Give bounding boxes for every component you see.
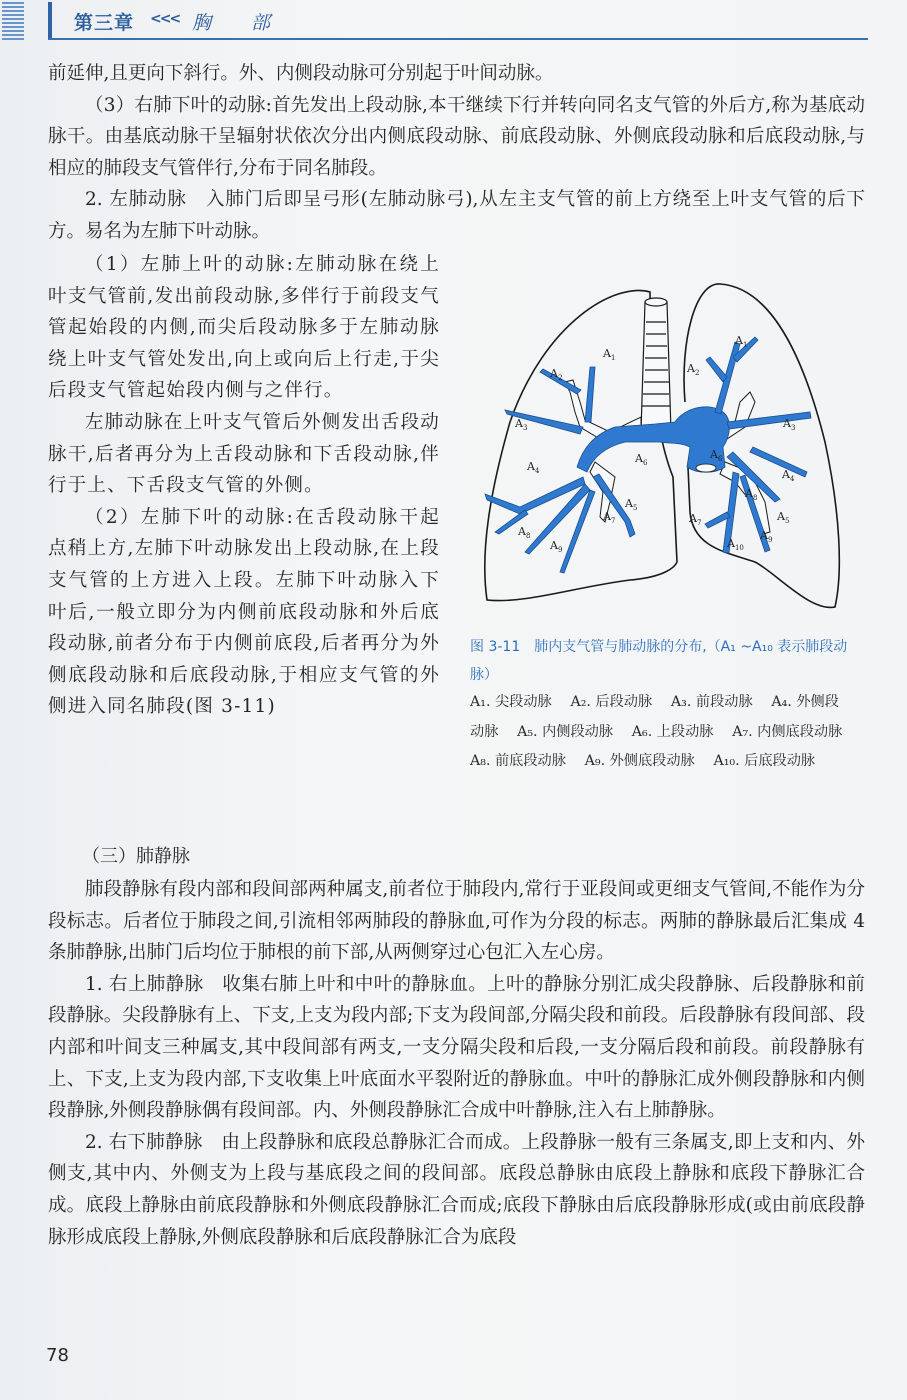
label-left-a7: $A_7$ bbox=[689, 512, 702, 527]
paragraph: 1. 右上肺静脉 收集右肺上叶和中叶的静脉血。上叶的静脉分别汇成尖段静脉、后段静脉和前段静脉。尖段静脉有上、下支,上支为段内部;下支为段间部,分隔尖段和前段。后段静脉有段间部、段内部和叶间支三种属支,其中段间部有两支,一支分隔尖段和后段,一支分隔后段和前段。前段静脉有上、下支,上支为段内部,下支收集上叶底面水平裂附近的静脉血。中叶的静脉汇成外侧段静脉和内侧段静脉,外侧段静脉偶有段间部。内、外侧段静脉汇合成中叶静脉,注入右上肺静脉。 bbox=[48, 973, 865, 1122]
legend-item: A₁. 尖段动脉 bbox=[470, 694, 552, 710]
page-number: 78 bbox=[46, 1345, 69, 1366]
label-right-a7: $A_7$ bbox=[603, 510, 616, 525]
label-left-a6: $A_6$ bbox=[710, 448, 723, 463]
legend-item: A₃. 前段动脉 bbox=[670, 694, 753, 710]
paragraph: 左肺动脉在上叶支气管后外侧发出舌段动脉干,后者再分为上舌段动脉和下舌段动脉,伴行于上、下舌段支气管的外侧。 bbox=[48, 411, 440, 497]
label-right-a2: $A_2$ bbox=[550, 367, 563, 382]
label-right-a6: $A_6$ bbox=[635, 452, 648, 467]
label-left-a3: $A_3$ bbox=[783, 417, 796, 432]
chevrons-left-icon: <<< bbox=[150, 11, 180, 27]
legend-item: A₅. 内侧段动脉 bbox=[517, 723, 614, 740]
header-bar bbox=[48, 2, 52, 40]
paragraph: （2）左肺下叶的动脉:在舌段动脉干起点稍上方,左肺下叶动脉发出上段动脉,在上段支气管的上方进入上段。左肺下叶动脉入下叶后,一般立即分为内侧前底段动脉和外后底段动脉,前者分布于内侧前底段,后者再分为外侧底段动脉和后底段动脉,于相应支气管的外侧进入同名肺段(图 3-11) bbox=[48, 506, 440, 718]
legend-item: A₁₀. 后底段动脉 bbox=[713, 753, 816, 769]
paragraph: 2. 右下肺静脉 由上段静脉和底段总静脉汇合而成。上段静脉一般有三条属支,即上支和内、外侧支,其中内、外侧支为上段与基底段之间的段间部。底段总静脉由底段上静脉和底段下静脉汇合成。底段上静脉由前底段静脉和外侧底段静脉汇合而成;底段下静脉由后底段静脉形成(或由前底段静脉形成底段上静脉,外侧底段静脉和后底段静脉汇合为底段 bbox=[48, 1131, 865, 1248]
label-left-a2: $A_2$ bbox=[687, 362, 700, 377]
legend-item: A₉. 外侧底段动脉 bbox=[584, 753, 695, 769]
label-right-a8: $A_8$ bbox=[518, 525, 531, 540]
label-right-a9: $A_9$ bbox=[550, 539, 563, 554]
figure-legend bbox=[470, 688, 850, 777]
paragraph: （3）右肺下叶的动脉:首先发出上段动脉,本干继续下行并转向同名支气管的外后方,称为基底动脉干。由基底动脉干呈辐射状依次分出内侧底段动脉、前底段动脉、外侧底段动脉和后底段动脉,与相应的肺段支气管伴行,分布于同名肺段。 bbox=[48, 94, 865, 179]
paragraph: （1）左肺上叶的动脉:左肺动脉在绕上叶支气管前,发出前段动脉,多伴行于前段支气管起始段的内侧,而尖后段动脉多于左肺动脉绕上叶支气管处发出,向上或向后上行走,于尖后段支气管起始段内侧与之伴行。 bbox=[48, 254, 440, 402]
lung-arteries-figure bbox=[465, 262, 875, 612]
paragraph: 肺段静脉有段内部和段间部两种属支,前者位于肺段内,常行于亚段间或更细支气管间,不能作为分段标志。后者位于肺段之间,引流相邻两肺段的静脉血,可作为分段的标志。两肺的静脉最后汇集成 4 条肺静脉,出肺门后均位于肺根的前下部,从两侧穿过心包汇入左心房。 bbox=[48, 879, 865, 964]
label-left-a9: $A_9$ bbox=[760, 529, 773, 544]
header-rule bbox=[48, 38, 868, 40]
text-column-left bbox=[48, 249, 440, 723]
trachea bbox=[641, 298, 671, 432]
header-stripes-decoration bbox=[2, 2, 24, 42]
legend-item: A₈. 前底段动脉 bbox=[470, 753, 566, 769]
legend-item: A₂. 后段动脉 bbox=[570, 694, 653, 710]
legend-item: A₄. 外侧段动脉 bbox=[470, 694, 839, 740]
text-block-bottom bbox=[48, 874, 865, 1253]
label-right-a1: $A_1$ bbox=[603, 347, 616, 362]
label-left-a4: $A_4$ bbox=[782, 468, 795, 483]
section-heading: （三）肺静脉 bbox=[82, 846, 190, 867]
label-left-a1: $A_1$ bbox=[735, 334, 748, 349]
label-right-a4: $A_4$ bbox=[527, 460, 540, 475]
text-block-top bbox=[48, 58, 865, 248]
chapter-title: 第三章 bbox=[74, 12, 135, 34]
paragraph: 2. 左肺动脉 入肺门后即呈弓形(左肺动脉弓),从左主支气管的前上方绕至上叶支气管的后下方。易名为左肺下叶动脉。 bbox=[48, 189, 865, 242]
legend-item: A₇. 内侧底段动脉 bbox=[732, 723, 843, 740]
label-left-a5: $A_5$ bbox=[777, 510, 790, 525]
legend-item: A₆. 上段动脉 bbox=[631, 723, 714, 740]
paragraph: 前延伸,且更向下斜行。外、内侧段动脉可分别起于叶间动脉。 bbox=[48, 63, 554, 84]
section-title: 胸部 bbox=[192, 12, 311, 34]
label-right-a5: $A_5$ bbox=[625, 497, 638, 512]
figure-caption: 图 3-11 肺内支气管与肺动脉的分布,（A₁ ~A₁₀ 表示肺段动脉） bbox=[470, 639, 848, 683]
label-right-a3: $A_3$ bbox=[515, 417, 528, 432]
label-left-a8: $A_8$ bbox=[745, 487, 758, 502]
label-left-a10: $A_{10}$ bbox=[727, 537, 744, 552]
